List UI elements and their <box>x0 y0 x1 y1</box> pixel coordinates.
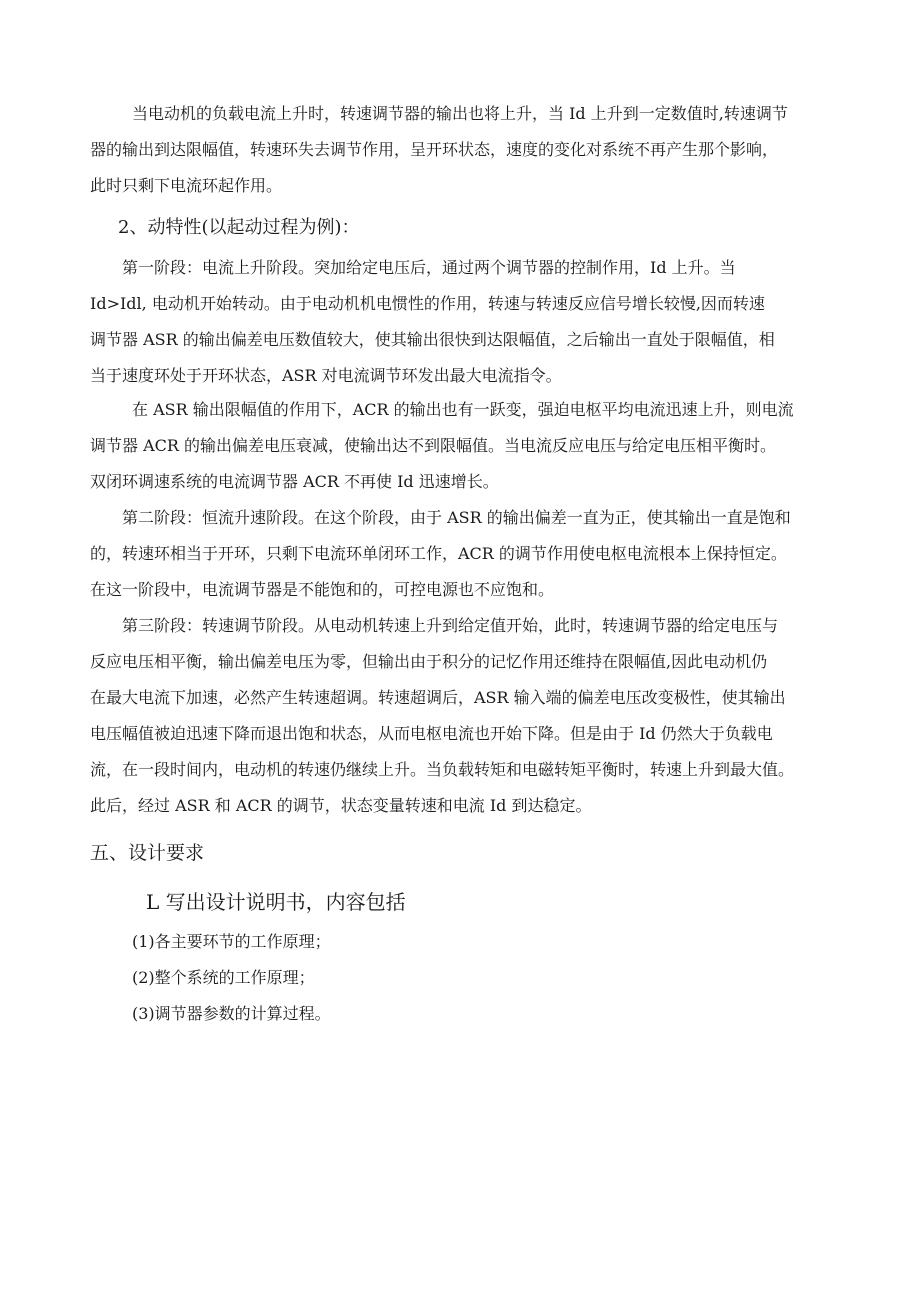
text-line: 双闭环调速系统的电流调节器 ACR 不再使 Id 迅速增长。 <box>90 472 499 491</box>
text-line: 当于速度环处于开环状态，ASR 对电流调节环发出最大电流指令。 <box>90 366 562 385</box>
text-line: 流，在一段时间内，电动机的转速仍继续上升。当负载转矩和电磁转矩平衡时，转速上升到最大值。 <box>90 760 795 779</box>
text-line: 第一阶段：电流上升阶段。突加给定电压后，通过两个调节器的控制作用，Id 上升。当 <box>122 258 736 277</box>
text-line: 反应电压相平衡，输出偏差电压为零，但输出由于积分的记忆作用还维持在限幅值,因此电动机仍 <box>90 652 768 671</box>
text-line: 当电动机的负载电流上升时，转速调节器的输出也将上升，当 Id 上升到一定数值时,转速调节 <box>132 104 788 123</box>
list-item: (1)各主要环节的工作原理； <box>132 932 331 951</box>
text-line: 第三阶段：转速调节阶段。从电动机转速上升到给定值开始，此时，转速调节器的给定电压与 <box>122 616 779 635</box>
text-line: 第二阶段：恒流升速阶段。在这个阶段，由于 ASR 的输出偏差一直为正，使其输出一直是饱和 <box>122 508 791 527</box>
list-item: (3)调节器参数的计算过程。 <box>132 1004 331 1023</box>
text-line: 此后，经过 ASR 和 ACR 的调节，状态变量转速和电流 Id 到达稳定。 <box>90 796 592 815</box>
paragraph-current-rise <box>90 96 838 204</box>
text-line: 器的输出到达限幅值，转速环失去调节作用，呈开环状态，速度的变化对系统不再产生那个影响， <box>90 140 779 159</box>
text-line: 调节器 ASR 的输出偏差电压数值较大，使其输出很快到达限幅值，之后输出一直处于限幅值，相 <box>90 330 775 349</box>
heading-dynamic-characteristics: 2、动特性(以起动过程为例)： <box>118 217 360 238</box>
text-line: Id>Idl, 电动机开始转动。由于电动机机电惯性的作用，转速与转速反应信号增长较慢,因而转速 <box>90 294 765 313</box>
list-item: (2)整个系统的工作原理； <box>132 968 315 987</box>
paragraph-stage-one-continued <box>90 392 838 500</box>
text-line: 在 ASR 输出限幅值的作用下，ACR 的输出也有一跃变，强迫电枢平均电流迅速上升，则电流 <box>132 400 794 419</box>
heading-design-requirements: 五、设计要求 <box>90 842 205 864</box>
heading-design-manual: L 写出设计说明书，内容包括 <box>146 890 406 914</box>
requirements-list <box>132 924 331 1032</box>
paragraph-stage-one <box>90 250 838 394</box>
text-line: 此时只剩下电流环起作用。 <box>90 176 283 195</box>
text-line: 的，转速环相当于开环，只剩下电流环单闭环工作，ACR 的调节作用使电枢电流根本上保持恒定。 <box>90 544 787 563</box>
text-line: 在最大电流下加速，必然产生转速超调。转速超调后，ASR 输入端的偏差电压改变极性，使其输出 <box>90 688 786 707</box>
paragraph-stage-three <box>90 608 838 824</box>
text-line: 电压幅值被迫迅速下降而退出饱和状态，从而电枢电流也开始下降。但是由于 Id 仍然大于负载电 <box>90 724 773 743</box>
text-line: 在这一阶段中，电流调节器是不能饱和的，可控电源也不应饱和。 <box>90 580 555 599</box>
text-line: 调节器 ACR 的输出偏差电压衰减，使输出达不到限幅值。当电流反应电压与给定电压相平衡时。 <box>90 436 777 455</box>
paragraph-stage-two <box>90 500 838 608</box>
